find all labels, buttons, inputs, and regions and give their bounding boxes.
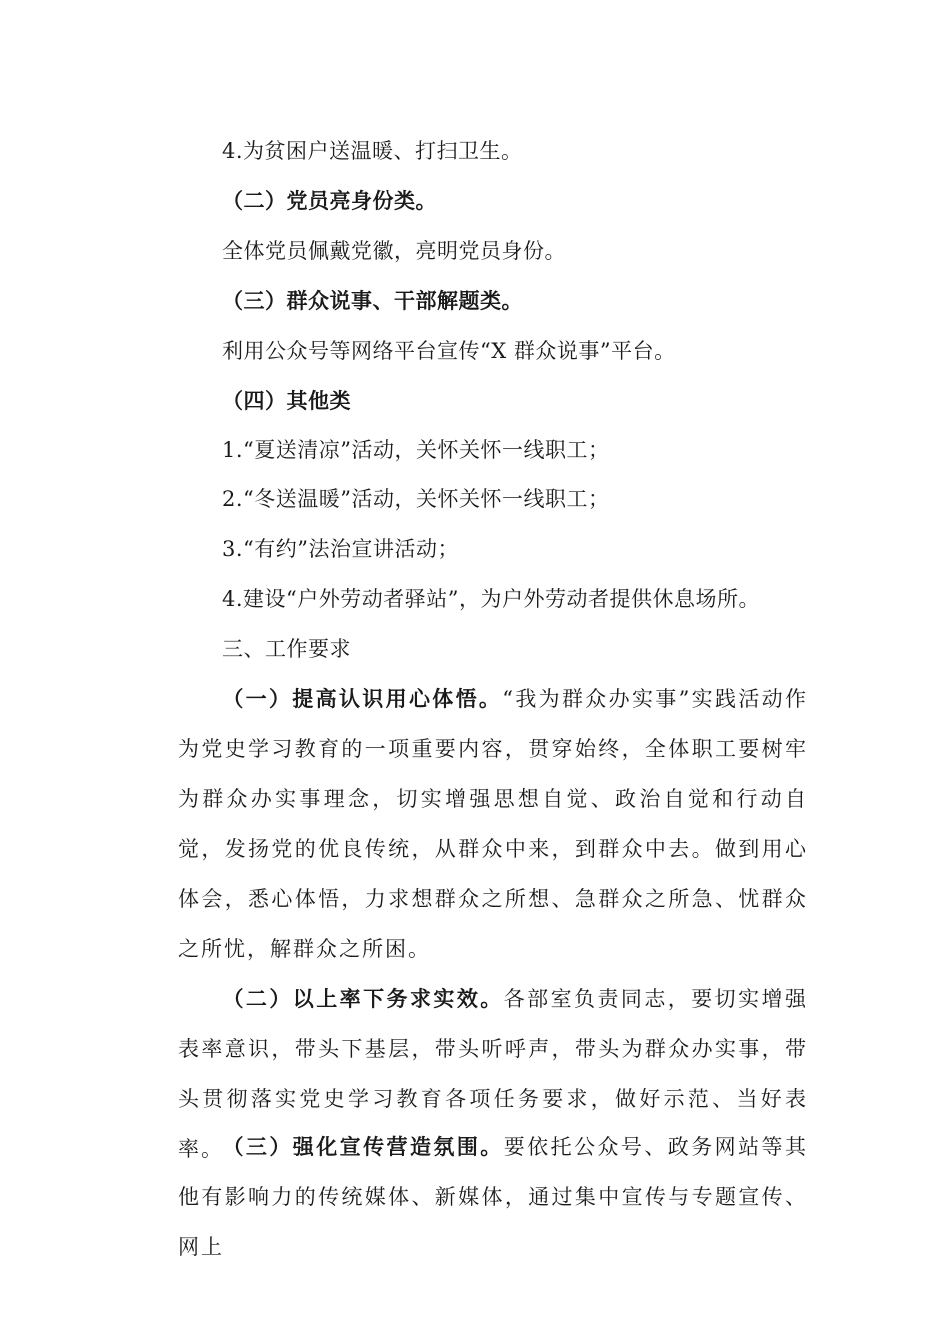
paragraph-body: “我为群众办实事”实践活动作为党史学习教育的一项重要内容，贯穿始终，全体职工要树牢为群众办实事理念，切实增强思想自觉、政治自觉和行动自觉，发扬党的优良传统，从群众中来，到群众中去。做到用心体会，悉心体悟，力求想群众之所想、急群众之所急、忧群众之所忧，解群众之所困。	[178, 687, 808, 961]
paragraph-heading: （二）以上率下务求实效。	[222, 986, 504, 1011]
paragraph-body: 要依托公众号、政务网站等其他有影响力的传统媒体、新媒体，通过集中宣传与专题宣传、网上	[178, 1135, 808, 1259]
list-item: 4.建设“户外劳动者驿站”，为户外劳动者提供休息场所。	[222, 587, 761, 611]
list-item: 2.“冬送温暖”活动，关怀关怀一线职工；	[222, 487, 610, 511]
body-line: 利用公众号等网络平台宣传“X 群众说事”平台。	[222, 339, 676, 363]
paragraph-heading: （三）强化宣传营造氛围。	[222, 1134, 504, 1159]
section-heading: （二）党员亮身份类。	[222, 188, 437, 213]
paragraph-body: 各部室负责同志，要切实增强表率意识，带头下基层，带头听呼声，带头为群众办实事，带头贯彻落实党史学习教育各项任务要求，做好示范、当好表率。	[178, 987, 808, 1161]
paragraph-heading: （一）提高认识用心体悟。	[222, 686, 503, 711]
section-heading: （四）其他类	[222, 388, 351, 413]
list-item: 1.“夏送清凉”活动，关怀关怀一线职工；	[222, 438, 610, 462]
paragraph-requirement-3	[178, 1122, 808, 1272]
chapter-heading: 三、工作要求	[222, 637, 351, 661]
paragraph-requirement-1	[178, 674, 808, 974]
section-heading: （三）群众说事、干部解题类。	[222, 288, 523, 313]
list-item: 3.“有约”法治宣讲活动；	[222, 537, 460, 561]
list-item: 4.为贫困户送温暖、打扫卫生。	[222, 139, 523, 163]
body-line: 全体党员佩戴党徽，亮明党员身份。	[222, 239, 566, 263]
